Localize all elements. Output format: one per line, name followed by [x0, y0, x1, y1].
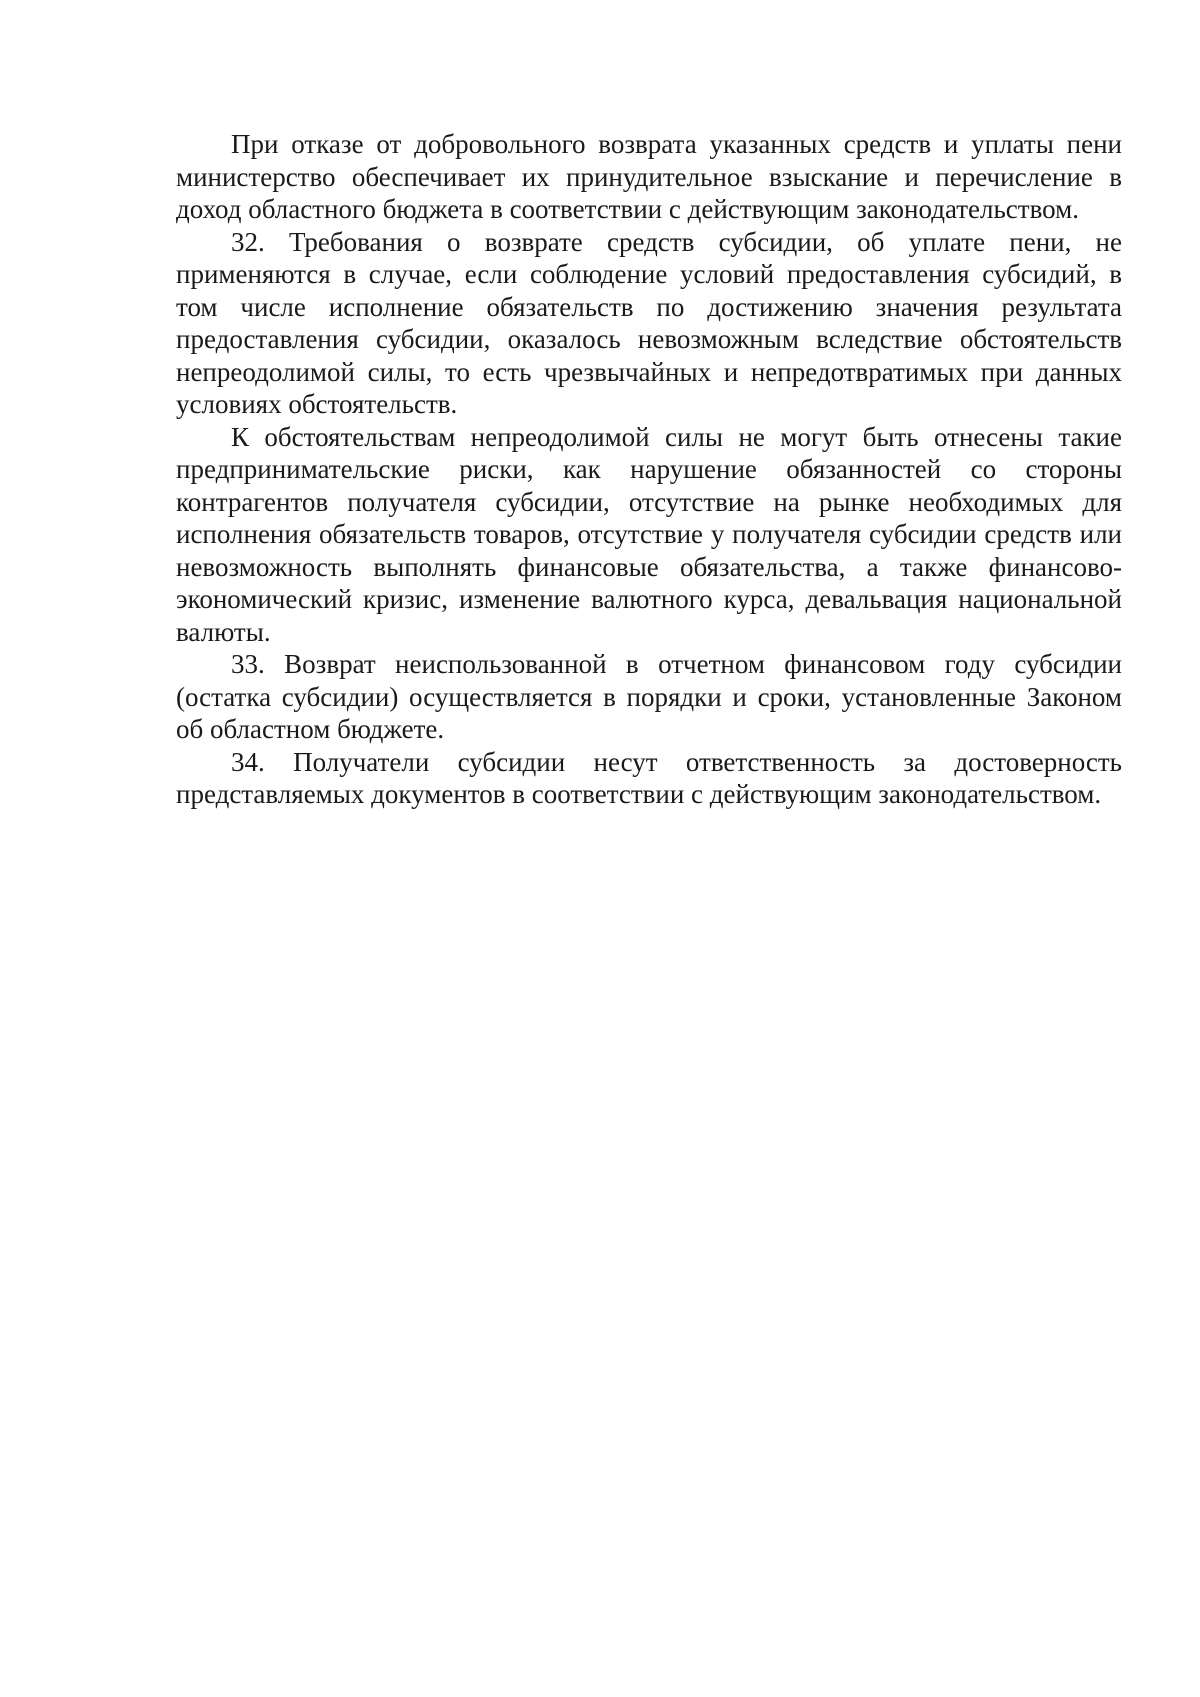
- paragraph-business-risks: К обстоятельствам непреодолимой силы не могут быть отнесены такие предпринимательские риски, как нарушение обязанностей со стороны контрагентов получателя субсидии, отсутствие на рынке необходимых для исполнения обязательств товаров, отсутствие у получателя субсидии средств или невозможность выполнять финансовые обязательства, а также финансово-экономический кризис, изменение валютного курса, девальвация национальной валюты.: [176, 421, 1122, 647]
- paragraph-33-unused-subsidy: 33. Возврат неиспользованной в отчетном финансовом году субсидии (остатка субсидии) осуществляется в порядки и сроки, установленные Законом об областном бюджете.: [176, 649, 1122, 744]
- document-body: [176, 128, 1122, 811]
- paragraph-34-responsibility: 34. Получатели субсидии несут ответственность за достоверность представляемых документов в соответствии с действующим законодательством.: [176, 746, 1122, 809]
- paragraph-32-force-majeure: 32. Требования о возврате средств субсидии, об уплате пени, не применяются в случае, если соблюдение условий предоставления субсидий, в том числе исполнение обязательств по достижению значения результата предоставления субсидии, оказалось невозможным вследствие обстоятельств непреодолимой силы, то есть чрезвычайных и непредотвратимых при данных условиях обстоятельств.: [176, 226, 1122, 419]
- paragraph-forced-recovery: При отказе от добровольного возврата указанных средств и уплаты пени министерство обеспечивает их принудительное взыскание и перечисление в доход областного бюджета в соответствии с действующим законодательством.: [176, 129, 1122, 224]
